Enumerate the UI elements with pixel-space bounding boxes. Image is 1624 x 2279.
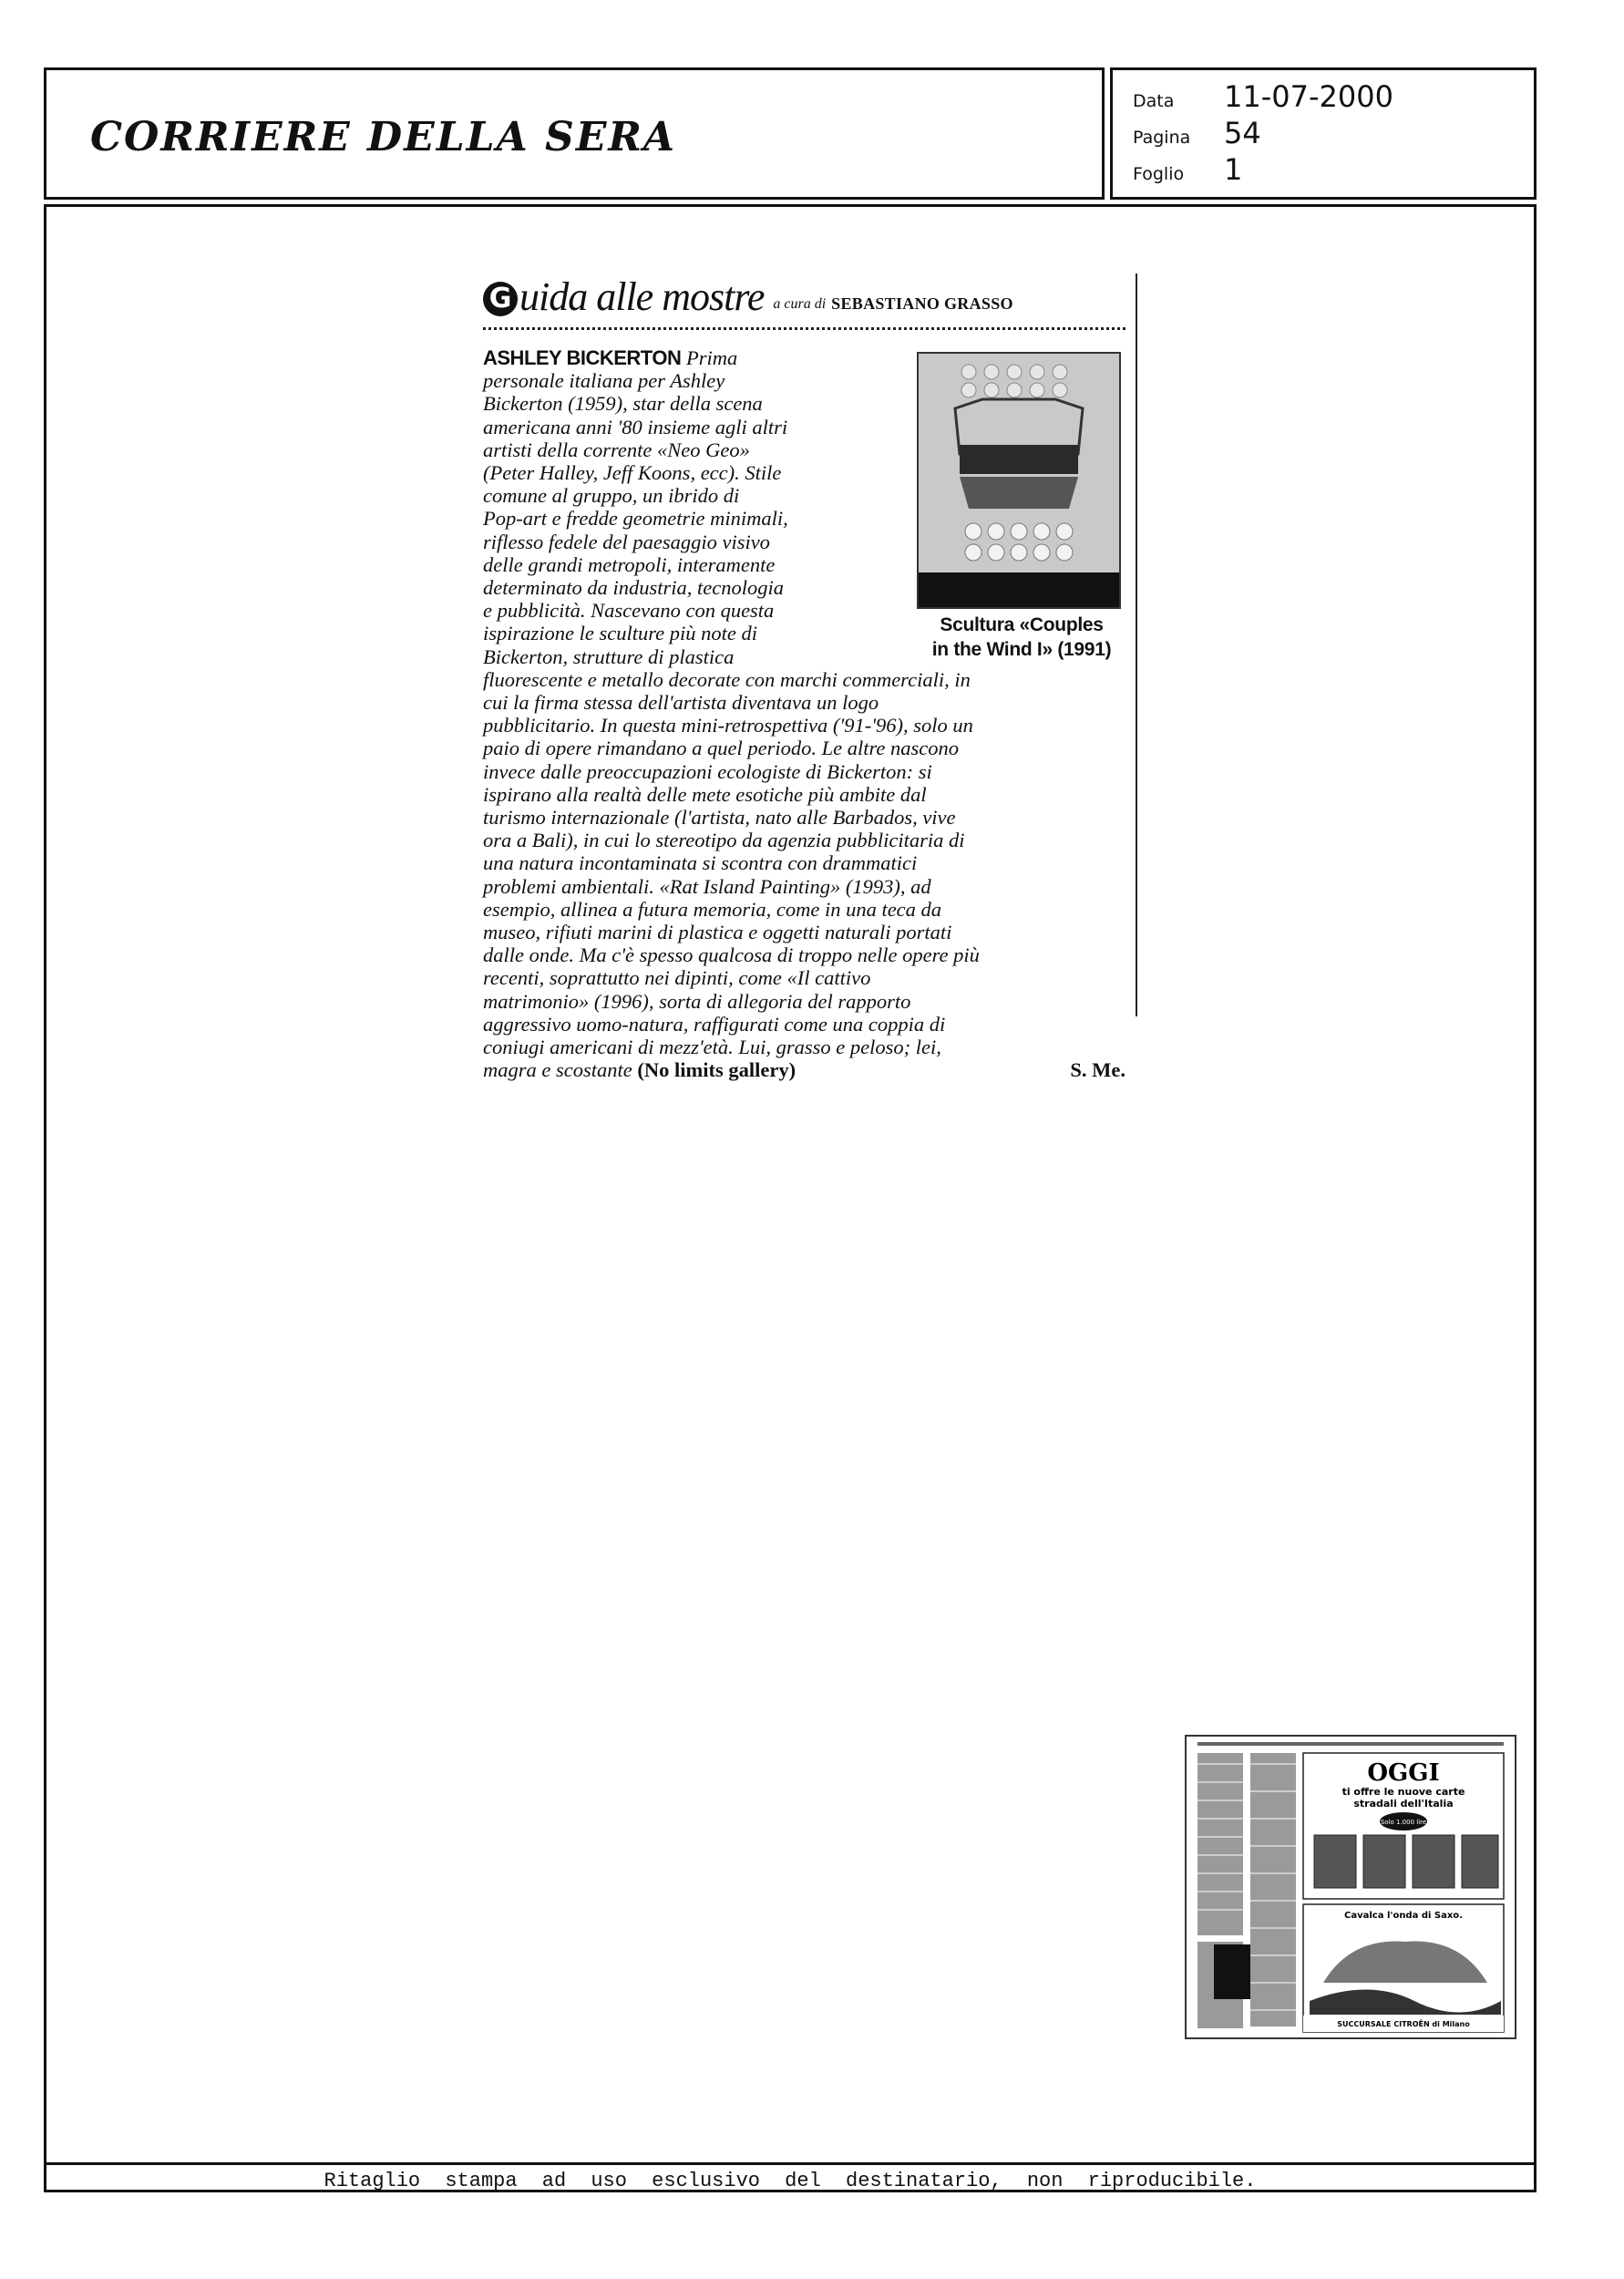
ad-price: Solo 1.000 lire — [1380, 1819, 1427, 1826]
article-line: esempio, allinea a futura memoria, come in una teca da — [483, 897, 942, 921]
article-line: invece dalle preoccupazioni ecologiste di Bickerton: si — [483, 759, 932, 783]
article-line: determinato da industria, tecnologia — [483, 576, 784, 600]
footer-notice: Ritaglio stampa ad uso esclusivo del destinatario, non riproducibile. — [324, 2170, 1257, 2192]
meta-label: Foglio — [1133, 164, 1185, 184]
photo-caption — [917, 613, 1126, 662]
ad2-footer: SUCCURSALE CITROËN di Milano — [1337, 2020, 1470, 2028]
article-line: artisti della corrente «Neo Geo» — [483, 438, 750, 461]
article-line: coniugi americani di mezz'età. Lui, grasso e peloso; lei, — [483, 1036, 941, 1059]
sculpture-photo — [917, 352, 1121, 609]
meta-value: 1 — [1224, 152, 1243, 187]
article-line: ispirazione le sculture più note di — [483, 622, 758, 645]
meta-row-date — [1133, 79, 1393, 114]
ad-title: OGGI — [1367, 1759, 1440, 1787]
footer-divider — [46, 2162, 1534, 2165]
meta-label: Data — [1133, 91, 1175, 111]
article-line: una natura incontaminata si scontra con drammatici — [483, 851, 918, 875]
article-line: dalle onde. Ma c'è spesso qualcosa di troppo nelle opere più — [483, 944, 980, 967]
masthead-box — [44, 67, 1105, 200]
article-body — [483, 346, 1125, 1082]
article-line: (Peter Halley, Jeff Koons, ecc). Stile — [483, 461, 782, 485]
ad-subtitle: ti offre le nuove carte — [1341, 1786, 1465, 1798]
article-line: comune al gruppo, un ibrido di — [483, 484, 740, 508]
masthead: CORRIERE DELLA SERA — [90, 114, 677, 160]
article-line: riflesso fedele del paesaggio visivo — [483, 530, 770, 553]
article-line: museo, rifiuti marini di plastica e oggetti naturali portati — [483, 921, 952, 944]
article-line: ora a Bali), in cui lo stereotipo da agenzia pubblicitaria di — [483, 829, 965, 852]
article-line: ispirano alla realtà delle mete esotiche più ambite dal — [483, 782, 927, 806]
section-title: uida alle mostre — [519, 274, 765, 319]
section-header — [483, 273, 1139, 320]
section-curator-name: SEBASTIANO GRASSO — [831, 294, 1013, 313]
meta-label: Pagina — [1133, 128, 1191, 148]
article-line: personale italiana per Ashley — [483, 369, 725, 393]
article-line: aggressivo uomo-natura, raffigurati come una coppia di — [483, 1012, 946, 1036]
article-line: Bickerton, strutture di plastica — [483, 645, 735, 668]
page-thumbnail — [1185, 1735, 1516, 2039]
ad2-title: Cavalca l'onda di Saxo. — [1344, 1911, 1463, 1921]
article-line: problemi ambientali. «Rat Island Painting» (1993), ad — [483, 874, 931, 898]
caption-line: in the Wind I» (1991) — [931, 639, 1112, 660]
article-line: americana anni '80 insieme agli altri — [483, 415, 788, 438]
article-line-text: Prima — [685, 346, 738, 369]
meta-row-page — [1133, 116, 1261, 150]
article-line: pubblicitario. In questa mini-retrospettiva ('91-'96), solo un — [483, 714, 973, 737]
metadata-box — [1110, 67, 1537, 200]
author-signoff: S. Me. — [1070, 1058, 1125, 1082]
caption-line: Scultura «Couples — [940, 614, 1104, 635]
article-line: paio di opere rimandano a quel periodo. Le altre nascono — [483, 737, 960, 760]
article-line: Pop-art e fredde geometrie minimali, — [483, 507, 788, 531]
article-line: e pubblicità. Nascevano con questa — [483, 599, 775, 623]
dotted-divider — [483, 327, 1125, 330]
article-line — [483, 1058, 1125, 1081]
article-lead: ASHLEY BICKERTON — [483, 346, 682, 369]
article-line: cui la firma stessa dell'artista diventava un logo — [483, 691, 879, 715]
article-line: turismo internazionale (l'artista, nato alle Barbados, vive — [483, 806, 956, 830]
article-line-text: magra e scostante — [483, 1058, 632, 1082]
section-curator-label: a cura di — [773, 296, 827, 312]
section-initial: G — [483, 282, 518, 316]
article-line: Bickerton (1959), star della scena — [483, 392, 763, 416]
meta-row-sheet — [1133, 152, 1242, 187]
article-line: matrimonio» (1996), sorta di allegoria del rapporto — [483, 989, 911, 1013]
article — [483, 273, 1139, 1082]
gallery-name: (No limits gallery) — [637, 1058, 797, 1082]
article-line: recenti, soprattutto nei dipinti, come «Il cattivo — [483, 966, 871, 990]
meta-value: 54 — [1224, 116, 1261, 150]
article-line: delle grandi metropoli, interamente — [483, 552, 776, 576]
meta-value: 11-07-2000 — [1224, 79, 1393, 114]
ad-subtitle: stradali dell'Italia — [1353, 1798, 1454, 1810]
article-line: fluorescente e metallo decorate con marchi commerciali, in — [483, 667, 971, 691]
